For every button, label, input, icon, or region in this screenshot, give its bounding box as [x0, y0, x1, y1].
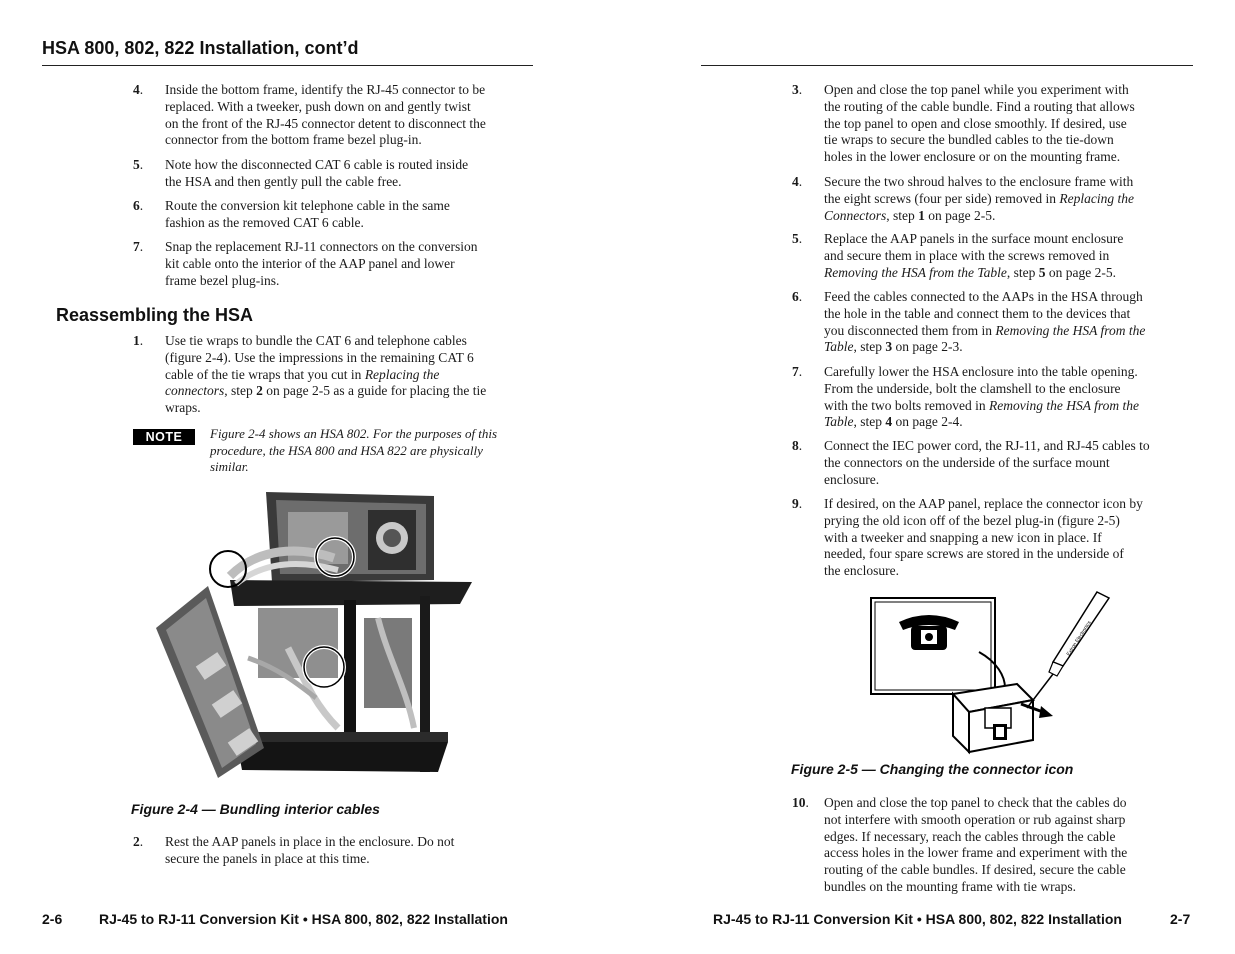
- cross-reference: Removing the HSA from the: [988, 397, 1139, 413]
- step-number: 5.: [133, 157, 144, 172]
- step-number: 1.: [133, 333, 144, 348]
- figure-2-4-caption: Figure 2-4 — Bundling interior cables: [131, 801, 380, 817]
- bundling-cables-photo: [138, 488, 474, 778]
- step-number: 10.: [792, 795, 809, 810]
- connector-icon-illustration: [867, 590, 1117, 758]
- figure-2-5-caption: Figure 2-5 — Changing the connector icon: [791, 761, 1074, 777]
- step-text: If desired, on the AAP panel, replace the connector icon by prying the old icon off of the bezel plug-in (figure 2-5) with a tweeker and snapping a new icon in place. If needed, four spare screws are stored in the underside of the enclosure.: [824, 496, 1143, 579]
- footer-page-number: 2-6: [42, 911, 63, 927]
- footer-title: RJ-45 to RJ-11 Conversion Kit • HSA 800, 802, 822 Installation: [99, 911, 508, 927]
- step-text: Replace the AAP panels in the surface mount enclosure and secure them in place with the screws removed in Removing the HSA from the Table, step 5 on page 2-5.: [824, 231, 1124, 280]
- step-text: Open and close the top panel while you experiment with the routing of the cable bundle. Find a routing that allows the top panel to open and close smoothly. If desired, use tie wraps to secure the bundled cables to the tie-down holes in the lower enclosure or on the mounting frame.: [824, 82, 1135, 165]
- step-text: Inside the bottom frame, identify the RJ-45 connector to be replaced. With a tweeker, push down on and gently twist on the front of the RJ-45 connector detent to disconnect the connector from the bottom frame bezel plug-in.: [165, 82, 486, 148]
- step-number: 4.: [133, 82, 144, 97]
- step-text: Secure the two shroud halves to the enclosure frame with the eight screws (four per side) removed in Replacing the Connectors, step 1 on page 2-5.: [824, 174, 1135, 223]
- step-number: 6.: [792, 289, 803, 304]
- note-text: Figure 2-4 shows an HSA 802. For the purposes of this procedure, the HSA 800 and HSA 822 are physically similar.: [210, 426, 498, 475]
- left-page: [0, 0, 617, 954]
- connector-block: [953, 684, 1033, 752]
- step-text: Carefully lower the HSA enclosure into the table opening. From the underside, bolt the clamshell to the enclosure with the two bolts removed in Removing the HSA from the Table, step 4 on page 2-4.: [824, 364, 1139, 430]
- cross-reference: Table: [824, 414, 854, 430]
- cross-reference: Connectors: [824, 207, 887, 223]
- step-number: 9.: [792, 496, 803, 511]
- cross-reference: Replacing the: [364, 366, 440, 382]
- step-text: Snap the replacement RJ-11 connectors on the conversion kit cable onto the interior of the AAP panel and lower frame bezel plug-ins.: [165, 239, 478, 288]
- step-number: 5.: [792, 231, 803, 246]
- header-rule: [42, 65, 533, 66]
- header-rule: [701, 65, 1193, 66]
- step-text: Note how the disconnected CAT 6 cable is routed inside the HSA and then gently pull the cable free.: [165, 157, 469, 189]
- cross-reference: Table: [824, 339, 854, 355]
- step-number: 6.: [133, 198, 144, 213]
- running-head: HSA 800, 802, 822 Installation, cont’d: [42, 38, 359, 58]
- step-text: Route the conversion kit telephone cable in the same fashion as the removed CAT 6 cable.: [165, 198, 450, 230]
- section-title: Reassembling the HSA: [56, 305, 254, 325]
- right-page: [617, 0, 1235, 954]
- step-number: 2.: [133, 834, 144, 849]
- step-number: 3.: [792, 82, 803, 97]
- footer-page-number: 2-7: [1170, 911, 1191, 927]
- cross-reference: Removing the HSA from the: [995, 322, 1146, 338]
- step-number: 7.: [792, 364, 803, 379]
- tweeker-tool: [1027, 592, 1109, 708]
- step-number: 8.: [792, 438, 803, 453]
- cross-reference: Replacing the: [1059, 190, 1135, 206]
- step-text: Use tie wraps to bundle the CAT 6 and telephone cables (figure 2-4). Use the impressions in the remaining CAT 6 cable of the tie wraps that you cut in Replacing the connectors, step 2 on page 2-5 as a guide for placing the tie wraps.: [165, 333, 487, 416]
- tool-brand-label: Extron Electronics: [1065, 620, 1093, 658]
- step-number: 4.: [792, 174, 803, 189]
- cross-reference: connectors: [165, 383, 225, 399]
- step-text: Feed the cables connected to the AAPs in the HSA through the hole in the table and connect them to the devices that you disconnected them from in Removing the HSA from the Table, step 3 on page 2-3.: [824, 289, 1146, 355]
- footer-title: RJ-45 to RJ-11 Conversion Kit • HSA 800, 802, 822 Installation: [713, 911, 1122, 927]
- step-text: Connect the IEC power cord, the RJ-11, and RJ-45 cables to the connectors on the underside of the surface mount enclosure.: [824, 438, 1150, 487]
- step-text: Rest the AAP panels in place in the enclosure. Do not secure the panels in place at this time.: [165, 834, 455, 866]
- step-text: Open and close the top panel to check that the cables do not interfere with smooth operation or rub against sharp edges. If necessary, reach the cables through the cable access holes in the lower frame and experiment with the routing of the cable bundles. If desired, secure the cable bundles on the mounting frame with tie wraps.: [824, 795, 1128, 894]
- cross-reference: Removing the HSA from the Table: [824, 264, 1007, 280]
- note-badge: NOTE: [133, 429, 195, 445]
- step-number: 7.: [133, 239, 144, 254]
